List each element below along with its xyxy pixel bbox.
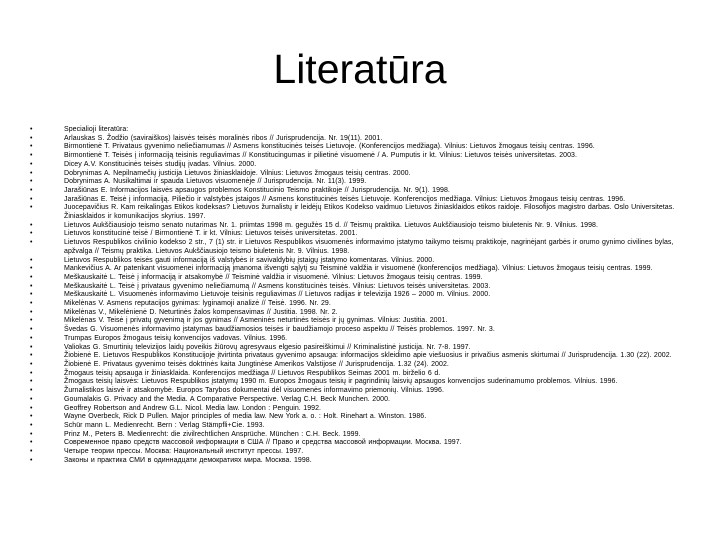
bullet-icon: • xyxy=(30,439,33,447)
bullet-icon: • xyxy=(30,256,33,264)
bullet-icon: • xyxy=(30,239,33,247)
bullet-icon: • xyxy=(30,360,33,368)
reference-text: Birmontienė T. Privataus gyvenimo neliečiamumas // Asmens konstitucinės teisės Lietuvoje. (Konferencijos medžiaga). Vilnius: Lietuvos žmogaus teisių centras. 1996. xyxy=(64,143,595,151)
bullet-icon: • xyxy=(30,378,33,386)
bullet-icon: • xyxy=(30,186,33,194)
reference-item xyxy=(30,265,702,274)
bullet-icon: • xyxy=(30,308,33,316)
reference-item xyxy=(30,239,702,256)
bullet-icon: • xyxy=(30,326,33,334)
reference-text: Goumalakis G. Privacy and the Media. A Comparative Perspective. Verlag C.H. Beck Munchen. 2000. xyxy=(64,395,391,403)
reference-item xyxy=(30,161,702,170)
reference-text: Законы и практика СМИ в одиннадцати демократиях мира. Москва. 1998. xyxy=(64,456,312,464)
bullet-icon: • xyxy=(30,448,33,456)
reference-text: Wayne Overbeck, Rick D Pullen. Major principles of media law. New York a. o. : Holt. Rinehart a. Winston. 1986. xyxy=(64,413,427,421)
reference-item xyxy=(30,274,702,283)
reference-item xyxy=(30,222,702,231)
reference-item xyxy=(30,230,702,239)
reference-item xyxy=(30,361,702,370)
reference-item xyxy=(30,448,702,457)
bullet-icon: • xyxy=(30,395,33,403)
bullet-icon: • xyxy=(30,387,33,395)
reference-text: Lietuvos konstitucinė teisė / Birmontienė T. ir kt. Vilnius: Lietuvos teisės universitetas. 2001. xyxy=(64,230,358,238)
reference-text: Lietuvos Respublikos civilinio kodekso 2 str., 7 (1) str. ir Lietuvos Respublikos visuomenės informavimo įstatymo taikymo teismų praktikoje, nagrinėjant garbės ir orumo gynimo civilines bylas, apžvalga // Teismų praktika. Lietuvos Aukščiausiojo teismo biuletenis Nr. 9. Vilnius. 1998. xyxy=(64,239,674,255)
reference-text: Specialioji literatūra: xyxy=(64,126,129,133)
reference-item xyxy=(30,283,702,292)
reference-text: Valiokas G. Smurtinių televizijos laidų poveikis žiūrovų agresyvaus elgesio pasireiškimui // Kriminalistinė justicija. Nr. 7-8. 1997. xyxy=(64,343,471,351)
reference-text: Birmontienė T. Teisės į informaciją teisinis reguliavimas // Konstitucingumas ir pilietinė visuomenė / A. Pumputis ir kt. Vilnius: Lietuvos teisės universitetas. 2003. xyxy=(64,152,577,160)
reference-text: Lietuvos Aukščiausiojo teismo senato nutarimas Nr. 1. priimtas 1998 m. gegužės 15 d. // Teismų praktika. Lietuvos Aukščiausiojo teismo biuletenis Nr. 9. Vilnius. 1998. xyxy=(64,221,598,229)
reference-item xyxy=(30,413,702,422)
bullet-icon: • xyxy=(30,160,33,168)
bullet-icon: • xyxy=(30,413,33,421)
reference-item xyxy=(30,196,702,205)
bullet-icon: • xyxy=(30,430,33,438)
reference-text: Jarašiūnas E. Teisė į informaciją. Piliečio ir valstybės įstaigos // Asmens konstitucinės teisės Lietuvoje. Konferencijos medžiaga. Vilnius: Lietuvos žmogaus teisių centras. 1996. xyxy=(64,195,626,203)
reference-item xyxy=(30,439,702,448)
bullet-icon: • xyxy=(30,456,33,464)
reference-item xyxy=(30,387,702,396)
bullet-icon: • xyxy=(30,343,33,351)
reference-item xyxy=(30,126,702,135)
reference-text: Meškauskaitė L. Teisė į informaciją ir atsakomybė // Teisminė valdžia ir visuomenė. Vilnius: Lietuvos žmogaus teisių centras. 1999. xyxy=(64,273,483,281)
bullet-icon: • xyxy=(30,352,33,360)
slide-title: Literatūra xyxy=(273,46,447,92)
bullet-icon: • xyxy=(30,134,33,142)
bullet-icon: • xyxy=(30,230,33,238)
reference-list xyxy=(30,126,702,465)
reference-text: Prinz M., Peters B. Medienrecht: die zivilrechtlichen Ansprüche. München : C.H. Beck. 1999. xyxy=(64,430,361,438)
reference-item xyxy=(30,309,702,318)
reference-text: Žurnalistikos laisvė ir atsakomybė. Europos Tarybos dokumentai dėl visuomenės informavimo priemonių. Vilnius. 1996. xyxy=(64,387,444,395)
reference-text: Juocepavičius R. Kam reikalingas Etikos kodeksas? Lietuvos žurnalistų ir leidėjų Etikos Kodekso vaidmuo Lietuvos žiniasklaidos etikos raidoje. Filosofijos magistro darbas. Oslo Universitetas. Žiniasklaidos ir komunikacijos skyrius. 1997. xyxy=(64,204,675,221)
bullet-icon: • xyxy=(30,273,33,281)
bullet-icon: • xyxy=(30,152,33,160)
bullet-icon: • xyxy=(30,204,33,212)
reference-item xyxy=(30,344,702,353)
bullet-icon: • xyxy=(30,195,33,203)
reference-text: Dobrynimas A. Nepilnamečių justicija Lietuvos žiniasklaidoje. Vilnius: Lietuvos žmogaus teisių centras. 2000. xyxy=(64,169,411,177)
bullet-icon: • xyxy=(30,334,33,342)
reference-item xyxy=(30,431,702,440)
reference-text: Žiobienė E. Lietuvos Respublikos Konstitucijoje įtvirtinta privataus gyvenimo apsauga: informacijos skleidimo apie viešuosius ir privačius asmenis skirtumai // Jurisprudencija. 1.30 (22). 2002. xyxy=(64,352,672,360)
reference-item xyxy=(30,352,702,361)
reference-text: Žiobienė E. Privataus gyvenimo teisės doktrinės kaita Jungtinėse Amerikos Valstijose // Jurisprudencija. 1.32 (24). 2002. xyxy=(64,360,449,368)
reference-text: Mikelėnas V., Mikelėnienė D. Neturtinės žalos kompensavimas // Justitia. 1998. Nr. 2. xyxy=(64,308,338,316)
reference-item xyxy=(30,170,702,179)
reference-item xyxy=(30,457,702,466)
reference-text: Žmogaus teisių apsauga ir žiniasklaida. Konferencijos medžiaga // Lietuvos Respublikos Seimas 2001 m. birželio 6 d. xyxy=(64,369,441,377)
reference-text: Meškauskaitė L. Visuomenės informavimo Lietuvoje teisinis reguliavimas // Lietuvos radijas ir televizija 1926 – 2000 m. Vilnius. 2000. xyxy=(64,291,491,299)
bullet-icon: • xyxy=(30,317,33,325)
reference-text: Dicey A.V. Konstitucinės teisės studijų įvadas. Vilnius. 2000. xyxy=(64,160,257,168)
reference-text: Švedas G. Visuomenės informavimo įstatymas baudžiamosios teisės ir baudžiamojo proceso aspektu // Teisės problemos. 1997. Nr. 3. xyxy=(64,326,495,334)
bullet-icon: • xyxy=(30,221,33,229)
bullet-icon: • xyxy=(30,143,33,151)
bullet-icon: • xyxy=(30,265,33,273)
reference-item xyxy=(30,378,702,387)
reference-item xyxy=(30,317,702,326)
bullet-icon: • xyxy=(30,421,33,429)
bullet-icon: • xyxy=(30,404,33,412)
reference-item xyxy=(30,291,702,300)
reference-item xyxy=(30,300,702,309)
reference-item xyxy=(30,405,702,414)
reference-text: Mikelėnas V. Asmens reputacijos gynimas: lyginamoji analizė // Teisė. 1996. Nr. 29. xyxy=(64,300,331,308)
reference-item xyxy=(30,187,702,196)
reference-text: Geoffrey Robertson and Andrew G.L. Nicol. Media law. London : Penguin. 1992. xyxy=(64,404,322,412)
reference-text: Mikelėnas V. Teisė į privatų gyvenimą ir jos gynimas // Asmeninės neturtinės teisės ir jų gynimas. Vilnius: Justitia. 2001. xyxy=(64,317,448,325)
bullet-icon: • xyxy=(30,369,33,377)
reference-item xyxy=(30,422,702,431)
reference-text: Schür mann L. Medienrecht. Bern : Verlag Stämpfli+Cie. 1993. xyxy=(64,421,265,429)
reference-item xyxy=(30,396,702,405)
reference-text: Arlauskas S. Žodžio (saviraiškos) laisvės teisės moralinės ribos // Jurisprudencija. Nr. 19(11). 2001. xyxy=(64,134,383,142)
reference-item xyxy=(30,152,702,161)
reference-text: Trumpas Europos žmogaus teisių konvencijos vadovas. Vilnius. 1996. xyxy=(64,334,288,342)
reference-text: Žmogaus teisių laisvės: Lietuvos Respublikos įstatymų 1990 m. Europos žmogaus teisių ir pagrindinių laisvių apsaugos konvencijos suderinamumo problemos. Vilnius. 1996. xyxy=(64,378,618,386)
reference-item xyxy=(30,257,702,266)
reference-text: Современное право средств массовой информации в США // Право и средства массовой информации. Москва. 1997. xyxy=(64,439,462,447)
reference-text: Meškauskaitė L. Teisė į privataus gyvenimo neliečiamumą // Asmens konstitucinės teisės. Vilnius: Lietuvos teisės universitetas. 2003. xyxy=(64,282,491,290)
reference-item xyxy=(30,335,702,344)
reference-text: Lietuvos Respublikos teisės gauti informaciją iš valstybės ir savivaldybių įstaigų įstatymo komentaras. Vilnius. 2000. xyxy=(64,256,435,264)
reference-item xyxy=(30,178,702,187)
reference-text: Dobrynimas A. Nusikaltimai ir spauda Lietuvos visuomenėje // Jurisprudencija. Nr. 11(3). 1999. xyxy=(64,178,367,186)
bullet-icon: • xyxy=(30,126,33,133)
reference-text: Mankevičius A. Ar patenkant visuomenei informaciją įmanoma išvengti sąlytį su Teisminė valdžia ir visuomenė (konferencijos medžiaga). Vilnius: Lietuvos žmogaus teisių centras. 1999. xyxy=(64,265,653,273)
bullet-icon: • xyxy=(30,169,33,177)
bullet-icon: • xyxy=(30,300,33,308)
reference-text: Jarašiūnas E. Informacijos laisvės apsaugos problemos Konstitucinio Teismo praktikoje // Jurisprudencija. Nr. 9(1). 1998. xyxy=(64,186,450,194)
reference-item xyxy=(30,135,702,144)
bullet-icon: • xyxy=(30,291,33,299)
bullet-icon: • xyxy=(30,282,33,290)
reference-item xyxy=(30,143,702,152)
bullet-icon: • xyxy=(30,178,33,186)
reference-item xyxy=(30,326,702,335)
reference-item xyxy=(30,204,702,221)
reference-text: Четыре теории прессы. Москва: Национальный институт прессы. 1997. xyxy=(64,448,304,456)
